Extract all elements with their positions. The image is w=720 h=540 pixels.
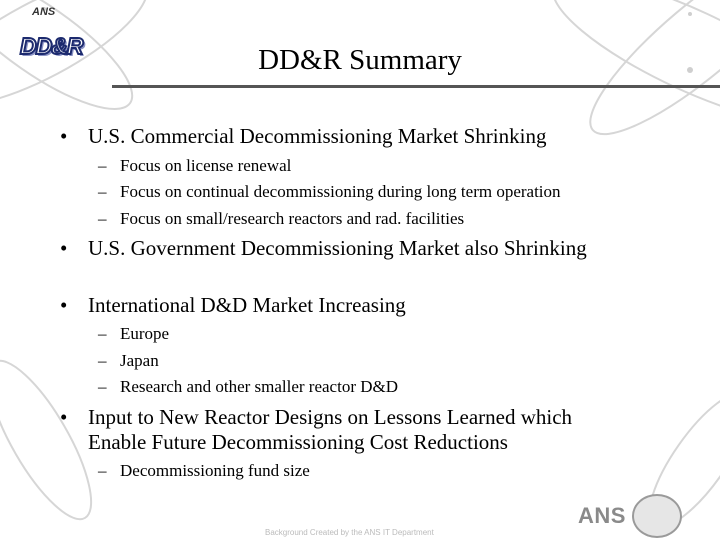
- bullet-text: U.S. Government Decommissioning Market also Shrinking: [88, 236, 587, 260]
- bullet-marker: •: [60, 293, 68, 317]
- sub-bullet-text: Focus on continual decommissioning during long term operation: [120, 182, 561, 201]
- sub-bullet-text: Research and other smaller reactor D&D: [120, 377, 399, 396]
- bullet-text-line-1: Input to New Reactor Designs on Lessons Learned which: [88, 405, 573, 429]
- sub-bullet-text: Decommissioning fund size: [120, 461, 310, 480]
- dash-marker: –: [98, 461, 107, 480]
- bullet-marker: •: [60, 124, 68, 148]
- ans-small-logo: ANS: [32, 6, 56, 18]
- sub-bullet-text: Europe: [120, 324, 170, 343]
- sub-bullet-text: Focus on license renewal: [120, 156, 292, 175]
- bullet-text: U.S. Commercial Decommissioning Market Shrinking: [88, 124, 547, 148]
- bullet-marker: •: [60, 405, 68, 429]
- title-rule: [112, 85, 720, 88]
- dash-marker: –: [98, 209, 107, 228]
- footer-credit: Background Created by the ANS IT Department: [265, 528, 434, 537]
- sub-bullet-text: Japan: [120, 351, 159, 370]
- dash-marker: –: [98, 156, 107, 175]
- dash-marker: –: [98, 377, 107, 396]
- dash-marker: –: [98, 351, 107, 370]
- bullet-text: International D&D Market Increasing: [88, 293, 406, 317]
- bullet-marker: •: [60, 236, 68, 260]
- slide-title: DD&R Summary: [258, 44, 462, 76]
- dash-marker: –: [98, 324, 107, 343]
- ans-seal-logo: [632, 494, 682, 538]
- dash-marker: –: [98, 182, 107, 201]
- ans-footer-logo: ANS: [578, 503, 626, 528]
- bullet-text-line-2: Enable Future Decommissioning Cost Reductions: [88, 430, 508, 454]
- sub-bullet-text: Focus on small/research reactors and rad. facilities: [120, 209, 465, 228]
- ddr-logo: DD&R: [20, 33, 83, 59]
